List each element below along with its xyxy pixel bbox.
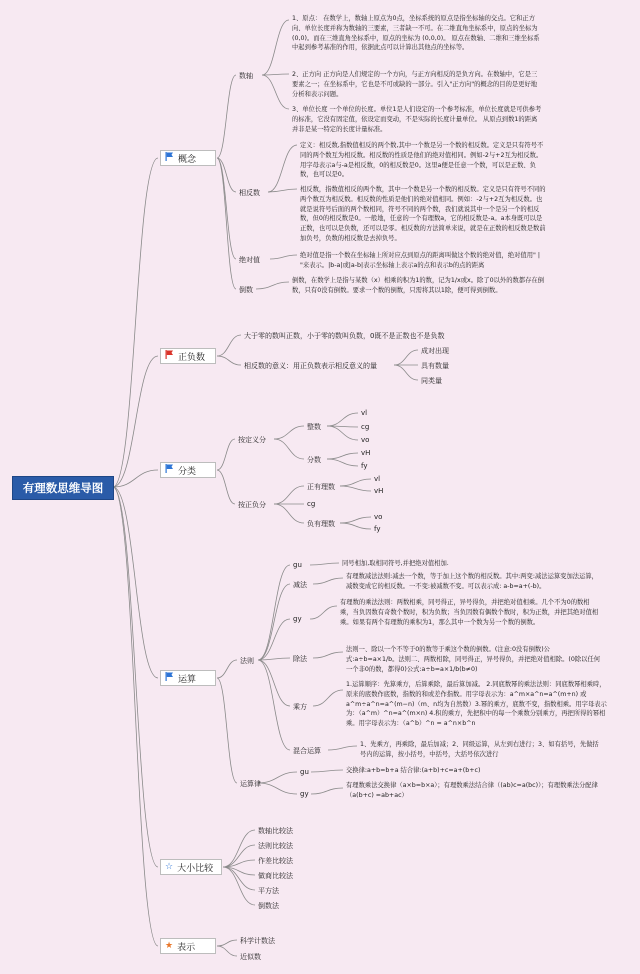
connector: [113, 487, 158, 867]
connector: [258, 660, 290, 750]
note-jianfa: 有理数减法法则:减去一个数，等于加上这个数的相反数。其中:两变:减法运算变加法运算，减数变成它的相反数。一不变:被减数不变。可以表示成: a-b=a+(-b)。: [346, 573, 598, 590]
connector: [217, 158, 236, 289]
node-lv-gy[interactable]: gy: [300, 790, 309, 798]
leaf-daxiao-6[interactable]: 倒数法: [258, 902, 279, 910]
node-fenshu[interactable]: 分数: [307, 456, 321, 464]
connector: [327, 459, 358, 466]
node-hunhe[interactable]: 混合运算: [293, 747, 321, 755]
connector: [113, 158, 158, 487]
connector: [258, 783, 297, 794]
connector: [394, 365, 418, 380]
connector: [327, 413, 358, 426]
connector: [274, 426, 304, 439]
node-gy[interactable]: gy: [293, 615, 302, 623]
connector: [327, 453, 358, 459]
connector: [274, 439, 304, 459]
connector: [217, 678, 237, 783]
note-shuzhou-origin: 1、原点： 在数学上，数轴上原点为0点，坐标系统的原点是指坐标轴的交点。它和正方向、单位长度并称为数轴的三要素，三者缺一不可。在二维直角坐标系中，原点的坐标为 (0,0)。而在三维直角坐标系中，原点的坐标为 (0,0,0)。 原点在数轴、二维和三维坐标系中起到参考基准的作用，依据此点可以计算出其他点的坐标等。: [292, 15, 540, 52]
branch-daxiao[interactable]: [160, 859, 222, 875]
topic-juedui[interactable]: 绝对值: [239, 256, 260, 264]
star-icon: ★: [165, 940, 174, 951]
leaf-c1[interactable]: vo: [374, 513, 383, 521]
star-icon: ☆: [165, 861, 174, 872]
topic-xiangfan-yiyi[interactable]: 相反数的意义：用正负数表示相反意义的量: [244, 362, 377, 370]
node-zhengshu[interactable]: 整数: [307, 423, 321, 431]
branch-label: 分类: [178, 466, 197, 477]
leaf-a5[interactable]: fy: [361, 462, 368, 470]
flag-icon: [165, 350, 174, 362]
flag-icon: [165, 464, 174, 476]
node-chengfang[interactable]: 乘方: [293, 703, 307, 711]
note-chengfang: 1.运算顺序：先算乘方，后算乘除，最后算加减。 2.同底数幂的乘法法则：同底数幂相乘時，原来的底数作底数，指数的和或差作指数。用字母表示为：a^m×a^n=a^(m+n) 或 a^m÷a^n=a^(m−n)（m、n均为自然数）3.幂的乘方，底数不变，指数相乘。用字母表示为：（a^m）^n=a^(m×n) 4.积的乘方，先把积中的每一个乘数分别乘方，再把所得的幂相乘。用字母表示为：（a^b）^n = a^n×b^n: [346, 681, 607, 728]
branch-gainian[interactable]: [160, 150, 216, 166]
note-chufa: 法则一、除以一个不等于0的数等于乘这个数的倒数。(注意:0没有倒数)公式:a÷b=a×1/b。法则二、两数相除，同号得正，异号得负，并把绝对值相除。(0除以任何一个非0的数，都得0)公式:a÷b=a×1/b(b≠0): [346, 646, 601, 673]
node-zhengyouli[interactable]: 正有理数: [307, 483, 335, 491]
connector: [217, 470, 235, 504]
connector: [340, 517, 371, 523]
connector: [217, 335, 241, 356]
flag-icon: [165, 672, 174, 684]
note-shuzhou-direction: 2、正方向 正方向是人们规定的一个方向，与正方向相反的是负方向。在数轴中，它是三要素之一；在坐标系中，它也是不可或缺的一部分。引入"正方向"的概念的目的是更好地分析和表示问题。: [292, 71, 538, 98]
connector: [268, 145, 297, 192]
note-lv-gy: 有理数乘法交换律（a×b=b×a）；有理数乘法结合律（(ab)c=a(bc)）；有理数乘法分配律（a(b+c) =ab+ac）: [346, 782, 598, 799]
root-topic[interactable]: 有理数思维导图: [12, 476, 114, 500]
node-cg[interactable]: cg: [307, 500, 316, 508]
branch-biaoshi[interactable]: [160, 938, 216, 954]
branch-label: 正负数: [178, 352, 206, 363]
topic-xiangfanshu[interactable]: 相反数: [239, 189, 260, 197]
connector: [113, 356, 158, 487]
connector: [262, 75, 289, 109]
leaf-a1[interactable]: vl: [361, 409, 368, 417]
connector: [217, 75, 236, 158]
branch-label: 概念: [178, 154, 197, 165]
connector: [311, 770, 343, 772]
leaf-kexue-jishu[interactable]: 科学计数法: [240, 937, 275, 945]
connector: [217, 660, 237, 678]
connector: [113, 487, 158, 946]
branch-label: 表示: [177, 942, 196, 953]
connector: [328, 746, 357, 750]
leaf-daxiao-4[interactable]: 做商比较法: [258, 872, 293, 880]
connector: [258, 619, 290, 660]
connector: [223, 830, 255, 867]
connector: [113, 487, 158, 678]
branch-label: 运算: [178, 674, 197, 685]
leaf-tonglei[interactable]: 同类量: [421, 377, 442, 385]
leaf-shuliang[interactable]: 具有数量: [421, 362, 449, 370]
node-lv-gu[interactable]: gu: [300, 768, 309, 776]
leaf-a3[interactable]: vo: [361, 436, 370, 444]
connector: [217, 946, 237, 956]
node-fuyouli[interactable]: 负有理数: [307, 520, 335, 528]
leaf-daxiao-2[interactable]: 法则比较法: [258, 842, 293, 850]
node-gu[interactable]: gu: [293, 561, 302, 569]
connector: [217, 158, 236, 259]
topic-shuzhou[interactable]: 数轴: [239, 72, 253, 80]
note-xiangfanshu-definition: 定义：相反数,指数值相反的两个数,其中一个数是另一个数的相反数。定义是只有符号不同的两个数互为相反数。相反数的性质是他们的绝对值相同。例如-2与+2互为相反数。用字母表示a与-a是相反数，0的相反数是0。这里a便是任意一个数，可以是正数、负数，也可以是0。: [300, 142, 544, 179]
connector: [340, 479, 371, 486]
leaf-a4[interactable]: vH: [361, 449, 371, 457]
connector: [262, 20, 289, 75]
connector: [327, 426, 358, 440]
connector: [217, 940, 237, 946]
leaf-jinsishu[interactable]: 近似数: [240, 953, 261, 961]
topic-zhengfu-fen[interactable]: 按正负分: [238, 501, 266, 509]
connector: [313, 578, 343, 584]
connector: [113, 470, 158, 487]
leaf-daxiao-1[interactable]: 数轴比较法: [258, 827, 293, 835]
connector: [270, 255, 297, 259]
connector: [274, 504, 304, 523]
note-gu: 同号相加,取相同符号,并把绝对值相加.: [342, 560, 449, 567]
note-xiangfanshu-detail: 相反数，指数值相反的两个数，其中一个数是另一个数的相反数。定义是只有符号不同的两个数互为相反数。相反数的性质是他们的绝对值相同。例如：-2与+2互为相反数。也就是说符号后面的两个数相同，符号不同的两个数，我们就说其中一个是另一个的相反数，但0的相反数是0。一般地，任意的一个有理数a，它的相反数是-a。a本身既可以是正数，也可以是负数，还可以是零。相反数的方法简单来说，就是在正数的相反数是数前加负号，负数的相反数是去掉负号。: [300, 186, 546, 242]
branch-label: 大小比较: [177, 863, 214, 874]
leaf-daxiao-3[interactable]: 作差比较法: [258, 857, 293, 865]
connector: [340, 486, 371, 491]
leaf-b1[interactable]: vl: [374, 475, 381, 483]
connector: [217, 439, 235, 470]
connector: [258, 660, 290, 706]
leaf-a2[interactable]: cg: [361, 423, 370, 431]
connector: [310, 606, 337, 619]
leaf-b2[interactable]: vH: [374, 487, 384, 495]
connector: [258, 565, 290, 660]
connector: [311, 788, 343, 794]
connector: [313, 690, 343, 706]
node-chufa[interactable]: 除法: [293, 655, 307, 663]
topic-dingyi[interactable]: 按定义分: [238, 436, 266, 444]
leaf-c2[interactable]: fy: [374, 525, 381, 533]
note-shuzhou-unit: 3、单位长度 一个单位的长度。单位1是人们设定的一个参考标准，单位长度就是可供参考的标准，它没有固定值，依设定而变动，不是实际的长度计量单位。 从原点到数1的距离并非是某一特定的长度计量标准。: [292, 106, 542, 133]
leaf-chengdui[interactable]: 成对出现: [421, 347, 449, 355]
connector: [274, 486, 304, 504]
branch-fenlei[interactable]: [160, 462, 216, 478]
note-daoshu: 倒数，在数学上是指与某数（x）相乘的积为1的数，记为1/x或x。除了0以外的数都存在倒数，只有0没有倒数。要求一个数的倒数，只需将其以1除，便可得到倒数。: [292, 277, 545, 294]
connector: [310, 563, 339, 565]
connector: [223, 867, 255, 905]
connector: [258, 584, 290, 660]
note-hunhe: 1、先乘方，再乘除，最后加减；2、同级运算，从左到右进行；3、如有括号，先做括号内的运算，按小括号，中括号，大括号依次进行: [360, 741, 599, 758]
connector: [217, 356, 241, 365]
branch-yunsuan[interactable]: [160, 670, 216, 686]
connector: [256, 282, 289, 289]
topic-daoshu[interactable]: 倒数: [239, 286, 253, 294]
connector: [313, 652, 343, 658]
leaf-daxiao-5[interactable]: 平方法: [258, 887, 279, 895]
connector: [394, 350, 418, 365]
connector: [262, 74, 289, 75]
flag-icon: [165, 152, 174, 164]
topic-fazhe[interactable]: 法则: [240, 657, 254, 665]
note-juedui: 绝对值是指一个数在坐标轴上所对应点到原点的距离叫做这个数的绝对值，绝对值用" | "来表示。|b-a|或|a-b|表示坐标轴上表示a的点和表示b的点的距离: [300, 252, 541, 269]
topic-yunsuanlv[interactable]: 运算律: [240, 780, 261, 788]
connector: [340, 523, 371, 529]
note-gy: 有理数的乘法法则：两数相乘，同号得正，异号得负，并把绝对值相乘。几个不为0的数相乘，当负因数有奇数个数时，积为负数；当负因数有偶数个数时，积为正数，并把其绝对值相乘。如果有两个有理数的乘积为1，那么其中一个数为另一个数的倒数。: [340, 599, 599, 626]
node-jianfa[interactable]: 减法: [293, 581, 307, 589]
note-lv-gu: 交换律:a+b=b+a 结合律:(a+b)+c=a+(b+c): [346, 767, 481, 774]
connector: [258, 772, 297, 783]
branch-zhengfushu[interactable]: [160, 348, 216, 364]
topic-zhengfushu-definition[interactable]: 大于零的数叫正数，小于零的数叫负数，0既不是正数也不是负数: [244, 332, 445, 340]
